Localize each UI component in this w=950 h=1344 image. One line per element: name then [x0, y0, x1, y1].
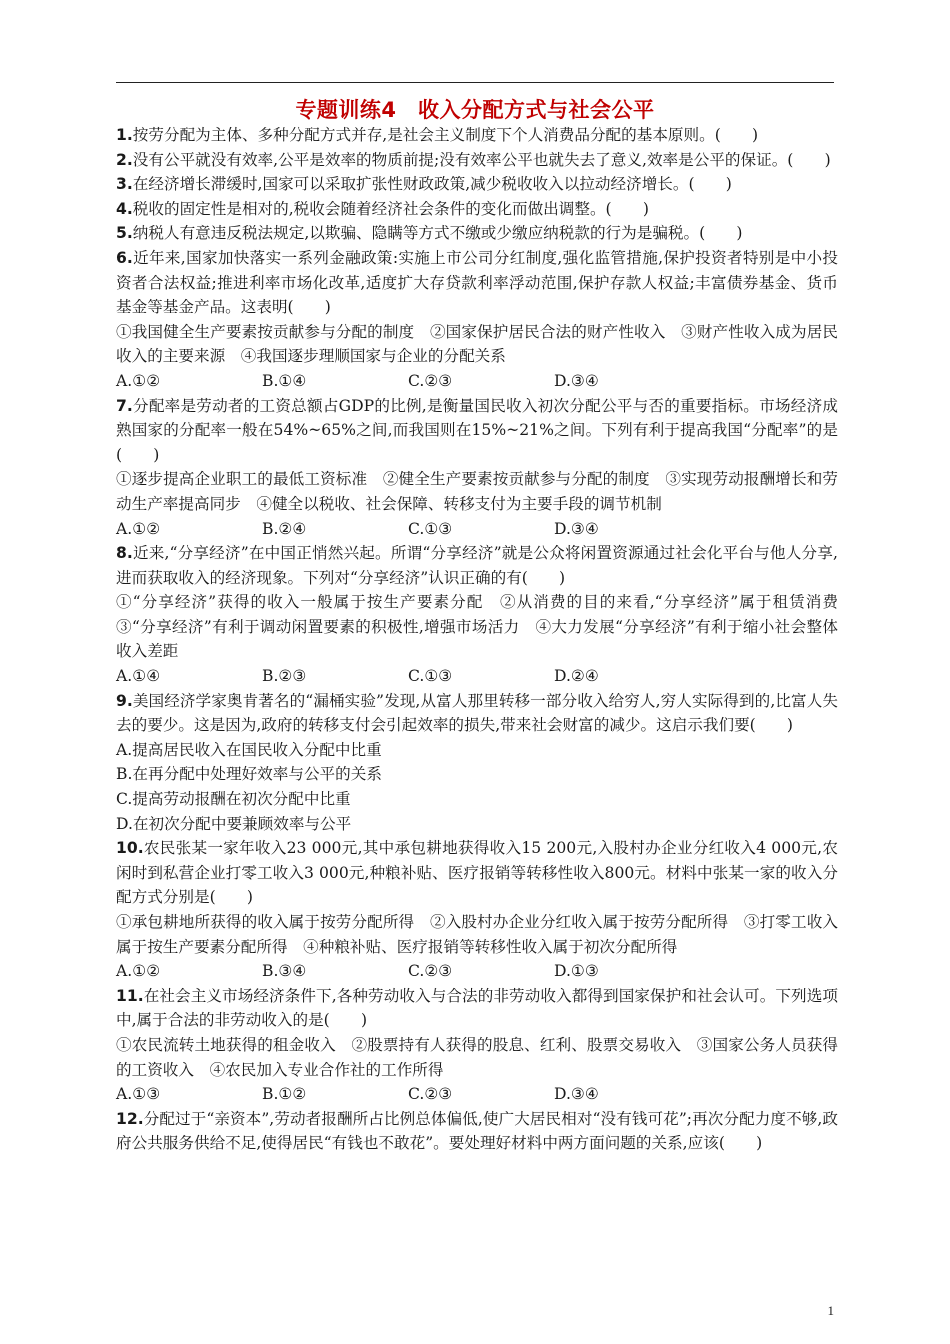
answer-choice: B.①② — [262, 1085, 307, 1104]
answer-choices — [116, 369, 838, 394]
question-number: 9. — [116, 691, 133, 710]
answer-choice: B.②④ — [262, 519, 307, 538]
question — [116, 123, 838, 148]
question-options: ①农民流转土地获得的租金收入 ②股票持有人获得的股息、红利、股票交易收入 ③国家公务人员获得的工资收入 ④农民加入专业合作社的工作所得 — [116, 1035, 838, 1079]
answer-choice: C.提高劳动报酬在初次分配中比重 — [116, 790, 351, 809]
question — [116, 984, 838, 1107]
question-options: ①我国健全生产要素按贡献参与分配的制度 ②国家保护居民合法的财产性收入 ③财产性收入成为居民收入的主要来源 ④我国逐步理顺国家与企业的分配关系 — [116, 322, 838, 366]
question-number: 6. — [116, 248, 133, 267]
question-stem — [116, 221, 838, 246]
question-number: 12. — [116, 1109, 144, 1128]
answer-choice: A.①② — [116, 962, 161, 981]
answer-choice: C.②③ — [408, 1085, 453, 1104]
question-options: ①“分享经济”获得的收入一般属于按生产要素分配 ②从消费的目的来看,“分享经济”属于租赁消费 ③“分享经济”有利于调动闲置要素的积极性,增强市场活力 ④大力发展“分享经济”有利于缩小社会整体收入差距 — [116, 593, 854, 661]
question-stem — [116, 197, 838, 222]
question — [116, 172, 838, 197]
answer-choice: D.③④ — [554, 371, 599, 390]
answer-choices — [116, 664, 838, 689]
question-stem — [116, 689, 838, 738]
answer-choice: C.①③ — [408, 519, 453, 538]
answer-choice: B.②③ — [262, 667, 307, 686]
question-stem — [116, 246, 838, 320]
question-stem — [116, 1107, 838, 1156]
answer-choice: B.①④ — [262, 371, 307, 390]
question — [116, 836, 838, 984]
question-text: 按劳分配为主体、多种分配方式并存,是社会主义制度下个人消费品分配的基本原则。( ) — [132, 126, 759, 144]
question-text: 农民张某一家年收入23 000元,其中承包耕地获得收入15 200元,入股村办企业分红收入4 000元,农闲时到私营企业打零工收入3 000元,种粮补贴、医疗报销等转移性收入800元。材料中张某一家的收入分配方式分别是( ) — [116, 839, 838, 907]
header-rule — [116, 82, 834, 83]
answer-choices — [116, 517, 838, 542]
question-text: 纳税人有意违反税法规定,以欺骗、隐瞒等方式不缴或少缴应纳税款的行为是骗税。( ) — [132, 224, 743, 243]
question-stem — [116, 836, 838, 910]
answer-choice: D.③④ — [554, 519, 599, 538]
question-text: 税收的固定性是相对的,税收会随着经济社会条件的变化而做出调整。( ) — [132, 199, 649, 218]
answer-choice: C.②③ — [408, 371, 453, 390]
question-list — [116, 123, 854, 1156]
question-number: 7. — [116, 396, 133, 415]
question-number: 11. — [116, 986, 144, 1005]
question-number: 8. — [116, 544, 133, 563]
question-stem — [116, 541, 838, 590]
question-text: 在社会主义市场经济条件下,各种劳动收入与合法的非劳动收入都得到国家保护和社会认可。下列选项中,属于合法的非劳动收入的是( ) — [116, 986, 838, 1030]
question-text: 在经济增长滞缓时,国家可以采取扩张性财政政策,减少税收收入以拉动经济增长。( ) — [132, 175, 732, 194]
question — [116, 541, 854, 689]
question-stem — [116, 172, 838, 197]
question-text: 分配率是劳动者的工资总额占GDP的比例,是衡量国民收入初次分配公平与否的重要指标。市场经济成熟国家的分配率一般在54%~65%之间,而我国则在15%~21%之间。下列有利于提高我国“分配率”的是( ) — [116, 396, 838, 464]
answer-choice: D.在初次分配中要兼顾效率与公平 — [116, 814, 352, 833]
question-number: 4. — [116, 199, 133, 218]
answer-choice: D.①③ — [554, 962, 599, 981]
question-number: 3. — [116, 175, 133, 194]
question-options: ①承包耕地所获得的收入属于按劳分配所得 ②入股村办企业分红收入属于按劳分配所得 ③打零工收入属于按生产要素分配所得 ④种粮补贴、医疗报销等转移性收入属于初次分配所得 — [116, 913, 838, 956]
question-stem — [116, 148, 838, 173]
question-number: 5. — [116, 224, 133, 243]
question — [116, 689, 838, 837]
page-title: 专题训练4 收入分配方式与社会公平 — [295, 98, 655, 122]
answer-choice: A.①④ — [116, 667, 161, 686]
answer-choice: D.②④ — [554, 667, 599, 686]
answer-choice: A.①② — [116, 371, 161, 390]
question-stem — [116, 123, 838, 148]
question — [116, 197, 838, 222]
question-stem — [116, 394, 838, 468]
question — [116, 148, 838, 173]
question-number: 1. — [116, 126, 133, 144]
question-text: 美国经济学家奥肯著名的“漏桶实验”发现,从富人那里转移一部分收入给穷人,穷人实际得到的,比富人失去的要少。这是因为,政府的转移支付会引起效率的损失,带来社会财富的减少。这启示我们要( ) — [116, 691, 838, 735]
question-options: ①逐步提高企业职工的最低工资标准 ②健全生产要素按贡献参与分配的制度 ③实现劳动报酬增长和劳动生产率提高同步 ④健全以税收、社会保障、转移支付为主要手段的调节机制 — [116, 470, 838, 513]
answer-choice: C.①③ — [408, 667, 453, 686]
question-number: 10. — [116, 839, 144, 858]
question-text: 近年来,国家加快落实一系列金融政策:实施上市公司分红制度,强化监管措施,保护投资者特别是中小投资者合法权益;推进利率市场化改革,适度扩大存贷款利率浮动范围,保护存款人权益;丰富债券基金、货币基金等基金产品。这表明( ) — [116, 248, 838, 317]
question — [116, 394, 838, 542]
question — [116, 246, 838, 394]
question-text: 近来,“分享经济”在中国正悄然兴起。所谓“分享经济”就是公众将闲置资源通过社会化平台与他人分享,进而获取收入的经济现象。下列对“分享经济”认识正确的有( ) — [116, 544, 838, 587]
answer-choice: A.①③ — [116, 1085, 161, 1104]
answer-choice: B.在再分配中处理好效率与公平的关系 — [116, 765, 382, 784]
answer-choices — [116, 1082, 838, 1107]
answer-choices — [116, 959, 838, 984]
page-number: 1 — [827, 1303, 834, 1318]
question-text: 分配过于“亲资本”,劳动者报酬所占比例总体偏低,使广大居民相对“没有钱可花”;再次分配力度不够,政府公共服务供给不足,使得居民“有钱也不敢花”。要处理好材料中两方面问题的关系,应该( ) — [116, 1109, 838, 1153]
question — [116, 221, 838, 246]
answer-choice: B.③④ — [262, 962, 307, 981]
question-stem — [116, 984, 838, 1033]
question-text: 没有公平就没有效率,公平是效率的物质前提;没有效率公平也就失去了意义,效率是公平的保证。( ) — [132, 150, 831, 169]
answer-choice: A.提高居民收入在国民收入分配中比重 — [116, 740, 382, 759]
question-number: 2. — [116, 150, 133, 169]
answer-choice: D.③④ — [554, 1085, 599, 1104]
answer-choice: C.②③ — [408, 962, 453, 981]
answer-choice: A.①② — [116, 519, 161, 538]
question — [116, 1107, 838, 1156]
